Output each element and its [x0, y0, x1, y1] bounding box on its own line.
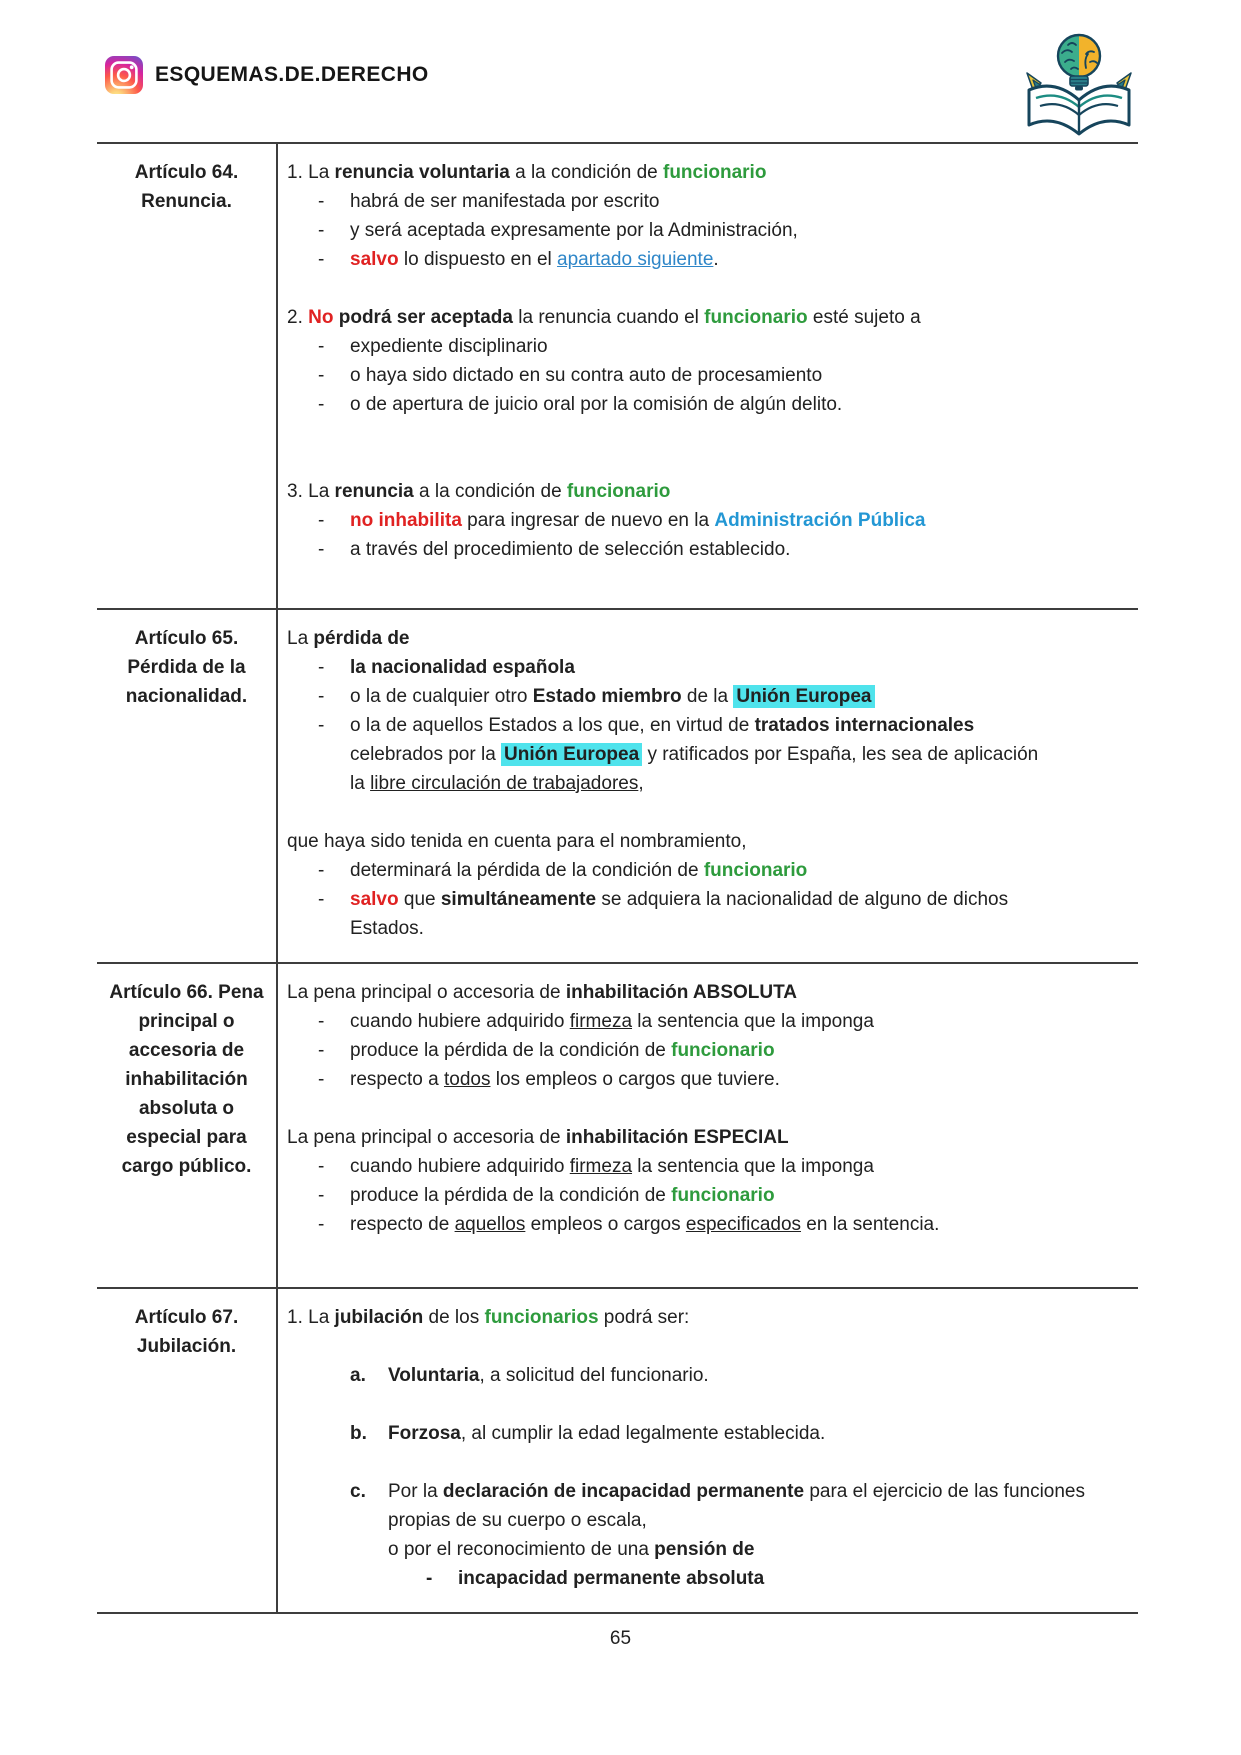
bullet-item: [278, 332, 1132, 361]
text-segment: incapacidad permanente absoluta: [458, 1568, 765, 1589]
text-segment: declaración de incapacidad permanente: [442, 1481, 805, 1502]
article-title-line: cargo público.: [121, 1156, 252, 1177]
bullet-item: [278, 1181, 1132, 1210]
dash-marker: -: [318, 191, 325, 212]
text-segment: salvo: [350, 249, 399, 270]
dash-marker: -: [318, 365, 325, 386]
article-title-line: Artículo 67.: [134, 1307, 239, 1328]
blank-line: [278, 1094, 1132, 1123]
paragraph-line: [278, 477, 1132, 506]
blank-line: [278, 1332, 1132, 1361]
bullet-item: [278, 361, 1132, 390]
bullet-item: [278, 1065, 1132, 1094]
continuation-line: [278, 740, 1132, 769]
text-segment: .: [713, 249, 719, 270]
text-segment: simultáneamente: [440, 889, 597, 910]
text-segment: pérdida de: [313, 628, 410, 649]
text-segment: de los: [423, 1307, 485, 1328]
text-segment: habrá de ser manifestada por escrito: [350, 191, 660, 212]
article-content-articulo-64: [278, 144, 1138, 608]
dash-marker: -: [318, 686, 325, 707]
text-segment: o la de cualquier otro: [350, 686, 533, 707]
continuation-line: [278, 1535, 1132, 1564]
text-segment: esté sujeto a: [807, 307, 921, 328]
article-title-line: absoluta o: [138, 1098, 234, 1119]
bullet-item: [278, 856, 1132, 885]
text-segment: funcionario: [671, 1040, 775, 1061]
text-segment: la sentencia que la imponga: [632, 1156, 874, 1177]
dash-marker: -: [318, 715, 325, 736]
article-title-articulo-66: [97, 964, 278, 1287]
table-row-articulo-64: [97, 144, 1138, 610]
paragraph-line: [278, 827, 1132, 856]
text-segment: firmeza: [569, 1011, 633, 1032]
brand-title: ESQUEMAS.DE.DERECHO: [155, 63, 429, 86]
sub-bullet-item: [278, 1564, 1132, 1593]
text-segment: funcionarios: [484, 1307, 599, 1328]
bullet-item: [278, 506, 1132, 535]
text-segment: Estados.: [350, 918, 424, 939]
text-segment: funcionario: [704, 307, 808, 328]
text-segment: o haya sido dictado en su contra auto de procesamiento: [350, 365, 823, 386]
table-row-articulo-67: [97, 1289, 1138, 1614]
text-segment: en la sentencia.: [801, 1214, 940, 1235]
text-segment: 3. La: [287, 481, 335, 502]
schema-table: [97, 142, 1138, 1614]
text-segment: produce la pérdida de la condición de: [350, 1040, 672, 1061]
blank-line: [278, 1390, 1132, 1419]
text-segment: la renuncia cuando el: [512, 307, 705, 328]
bullet-item: [278, 245, 1132, 274]
dash-marker: -: [318, 1156, 325, 1177]
text-segment: firmeza: [569, 1156, 633, 1177]
dash-marker: -: [318, 1185, 325, 1206]
dash-marker: -: [318, 889, 325, 910]
bullet-item: [278, 711, 1132, 740]
lettered-item: [278, 1477, 1132, 1506]
article-title-line: inhabilitación: [125, 1069, 248, 1090]
text-segment: los empleos o cargos que tuviere.: [490, 1069, 780, 1090]
text-segment: renuncia voluntaria: [334, 162, 510, 183]
text-segment: produce la pérdida de la condición de: [350, 1185, 672, 1206]
table-row-articulo-66: [97, 964, 1138, 1289]
dash-marker: -: [318, 1040, 325, 1061]
bullet-item: [278, 187, 1132, 216]
blank-line: [278, 419, 1132, 448]
instagram-icon: [105, 56, 143, 94]
article-title-line: Artículo 66. Pena: [109, 982, 264, 1003]
text-segment: que: [398, 889, 441, 910]
page-header: [105, 56, 429, 94]
text-segment: funcionario: [566, 481, 671, 502]
text-segment: o la de aquellos Estados a los que, en virtud de: [350, 715, 755, 736]
text-segment: La: [287, 628, 314, 649]
bullet-item: [278, 1036, 1132, 1065]
letter-marker: b.: [350, 1423, 367, 1444]
text-segment: empleos o cargos: [525, 1214, 686, 1235]
text-segment: a la condición de: [413, 481, 567, 502]
text-segment: podrá ser aceptada: [338, 307, 513, 328]
text-segment: Por la: [388, 1481, 443, 1502]
text-segment: expediente disciplinario: [350, 336, 548, 357]
text-segment: No: [308, 307, 334, 328]
bullet-item: [278, 390, 1132, 419]
text-segment: Administración Pública: [714, 510, 926, 531]
text-segment: y ratificados por España, les sea de aplicación: [642, 744, 1039, 765]
text-segment: se adquiera la nacionalidad de alguno de dichos: [596, 889, 1009, 910]
dash-marker: -: [318, 249, 325, 270]
text-segment: jubilación: [334, 1307, 424, 1328]
article-title-line: especial para: [126, 1127, 247, 1148]
article-title-articulo-65: [97, 610, 278, 962]
continuation-line: [278, 1506, 1132, 1535]
text-segment: que haya sido tenida en cuenta para el nombramiento,: [287, 831, 747, 852]
blank-line: [278, 274, 1132, 303]
text-segment: funcionario: [703, 860, 808, 881]
text-segment: todos: [444, 1069, 491, 1090]
text-segment: respecto a: [350, 1069, 444, 1090]
dash-marker: -: [318, 539, 325, 560]
paragraph-line: [278, 978, 1132, 1007]
text-segment: determinará la pérdida de la condición de: [350, 860, 704, 881]
highlighted-text: Unión Europea: [501, 743, 642, 766]
text-segment: especificados: [685, 1214, 802, 1235]
lettered-item: [278, 1419, 1132, 1448]
highlighted-text: Unión Europea: [733, 685, 874, 708]
dash-marker: -: [318, 394, 325, 415]
article-title-articulo-64: [97, 144, 278, 608]
text-segment: inhabilitación ESPECIAL: [565, 1127, 789, 1148]
continuation-line: [278, 769, 1132, 798]
text-segment: o de apertura de juicio oral por la comisión de algún delito.: [350, 394, 843, 415]
text-segment: para ingresar de nuevo en la: [461, 510, 715, 531]
paragraph-line: [278, 158, 1132, 187]
text-segment: funcionario: [663, 162, 767, 183]
dash-marker: -: [318, 336, 325, 357]
text-segment: o por el reconocimiento de una: [388, 1539, 655, 1560]
text-segment: , al cumplir la edad legalmente establecida.: [460, 1423, 826, 1444]
text-segment: a la condición de: [509, 162, 663, 183]
letter-marker: c.: [350, 1481, 366, 1502]
article-title-line: accesoria de: [128, 1040, 245, 1061]
text-segment: inhabilitación ABSOLUTA: [565, 982, 798, 1003]
dash-marker: -: [318, 510, 325, 531]
bullet-item: [278, 885, 1132, 914]
article-title-line: Renuncia.: [141, 191, 232, 212]
text-segment: la: [350, 773, 371, 794]
paragraph-line: [278, 303, 1132, 332]
dash-marker: -: [318, 860, 325, 881]
text-segment: podrá ser:: [598, 1307, 690, 1328]
text-segment: salvo: [350, 889, 399, 910]
paragraph-line: [278, 1303, 1132, 1332]
article-title-line: nacionalidad.: [125, 686, 248, 707]
dash-marker: -: [318, 1214, 325, 1235]
text-segment: para el ejercicio de las funciones: [804, 1481, 1085, 1502]
article-title-line: Jubilación.: [136, 1336, 237, 1357]
bullet-item: [278, 216, 1132, 245]
text-segment: la nacionalidad española: [350, 657, 575, 678]
text-segment: propias de su cuerpo o escala,: [388, 1510, 647, 1531]
text-segment: pensión de: [654, 1539, 755, 1560]
continuation-line: [278, 914, 1132, 943]
article-title-line: Pérdida de la: [127, 657, 246, 678]
article-title-articulo-67: [97, 1289, 278, 1612]
dash-marker: -: [318, 1011, 325, 1032]
text-segment: no inhabilita: [350, 510, 462, 531]
dash-marker: -: [426, 1568, 433, 1589]
text-segment: funcionario: [671, 1185, 775, 1206]
article-content-articulo-67: [278, 1289, 1138, 1612]
text-segment: Forzosa: [388, 1423, 461, 1444]
text-segment: y será aceptada expresamente por la Administración,: [350, 220, 798, 241]
article-content-articulo-66: [278, 964, 1138, 1287]
dash-marker: -: [318, 657, 325, 678]
text-segment: lo dispuesto en el: [398, 249, 558, 270]
text-segment: 1. La: [287, 162, 335, 183]
text-segment: 2.: [287, 307, 309, 328]
bullet-item: [278, 653, 1132, 682]
paragraph-line: [278, 1123, 1132, 1152]
text-segment: celebrados por la: [350, 744, 502, 765]
text-segment: aquellos: [454, 1214, 526, 1235]
text-segment: La pena principal o accesoria de: [287, 982, 566, 1003]
text-segment: a través del procedimiento de selección establecido.: [350, 539, 791, 560]
text-segment: tratados internacionales: [754, 715, 975, 736]
lettered-item: [278, 1361, 1132, 1390]
text-segment: ,: [638, 773, 644, 794]
page-number: 65: [609, 1628, 632, 1649]
text-segment: Estado miembro: [532, 686, 682, 707]
article-title-line: Artículo 64.: [134, 162, 239, 183]
text-segment: la sentencia que la imponga: [632, 1011, 874, 1032]
bullet-item: [278, 535, 1132, 564]
text-segment: cuando hubiere adquirido: [350, 1156, 570, 1177]
brain-bulb-book-logo: [1024, 24, 1134, 142]
article-content-articulo-65: [278, 610, 1138, 962]
bullet-item: [278, 1152, 1132, 1181]
blank-line: [278, 798, 1132, 827]
text-segment: de la: [681, 686, 734, 707]
article-title-line: principal o: [138, 1011, 235, 1032]
text-segment: cuando hubiere adquirido: [350, 1011, 570, 1032]
paragraph-line: [278, 624, 1132, 653]
text-segment: La pena principal o accesoria de: [287, 1127, 566, 1148]
text-segment: respecto de: [350, 1214, 455, 1235]
text-segment: 1. La: [287, 1307, 335, 1328]
text-segment: , a solicitud del funcionario.: [479, 1365, 709, 1386]
table-row-articulo-65: [97, 610, 1138, 964]
bullet-item: [278, 682, 1132, 711]
text-segment: libre circulación de trabajadores: [370, 773, 639, 794]
text-segment: Voluntaria: [388, 1365, 480, 1386]
text-segment: renuncia: [334, 481, 414, 502]
bullet-item: [278, 1210, 1132, 1239]
bullet-item: [278, 1007, 1132, 1036]
dash-marker: -: [318, 220, 325, 241]
apartado-siguiente-link[interactable]: apartado siguiente: [557, 249, 714, 270]
letter-marker: a.: [350, 1365, 366, 1386]
blank-line: [278, 448, 1132, 477]
blank-line: [278, 1448, 1132, 1477]
dash-marker: -: [318, 1069, 325, 1090]
article-title-line: Artículo 65.: [134, 628, 239, 649]
